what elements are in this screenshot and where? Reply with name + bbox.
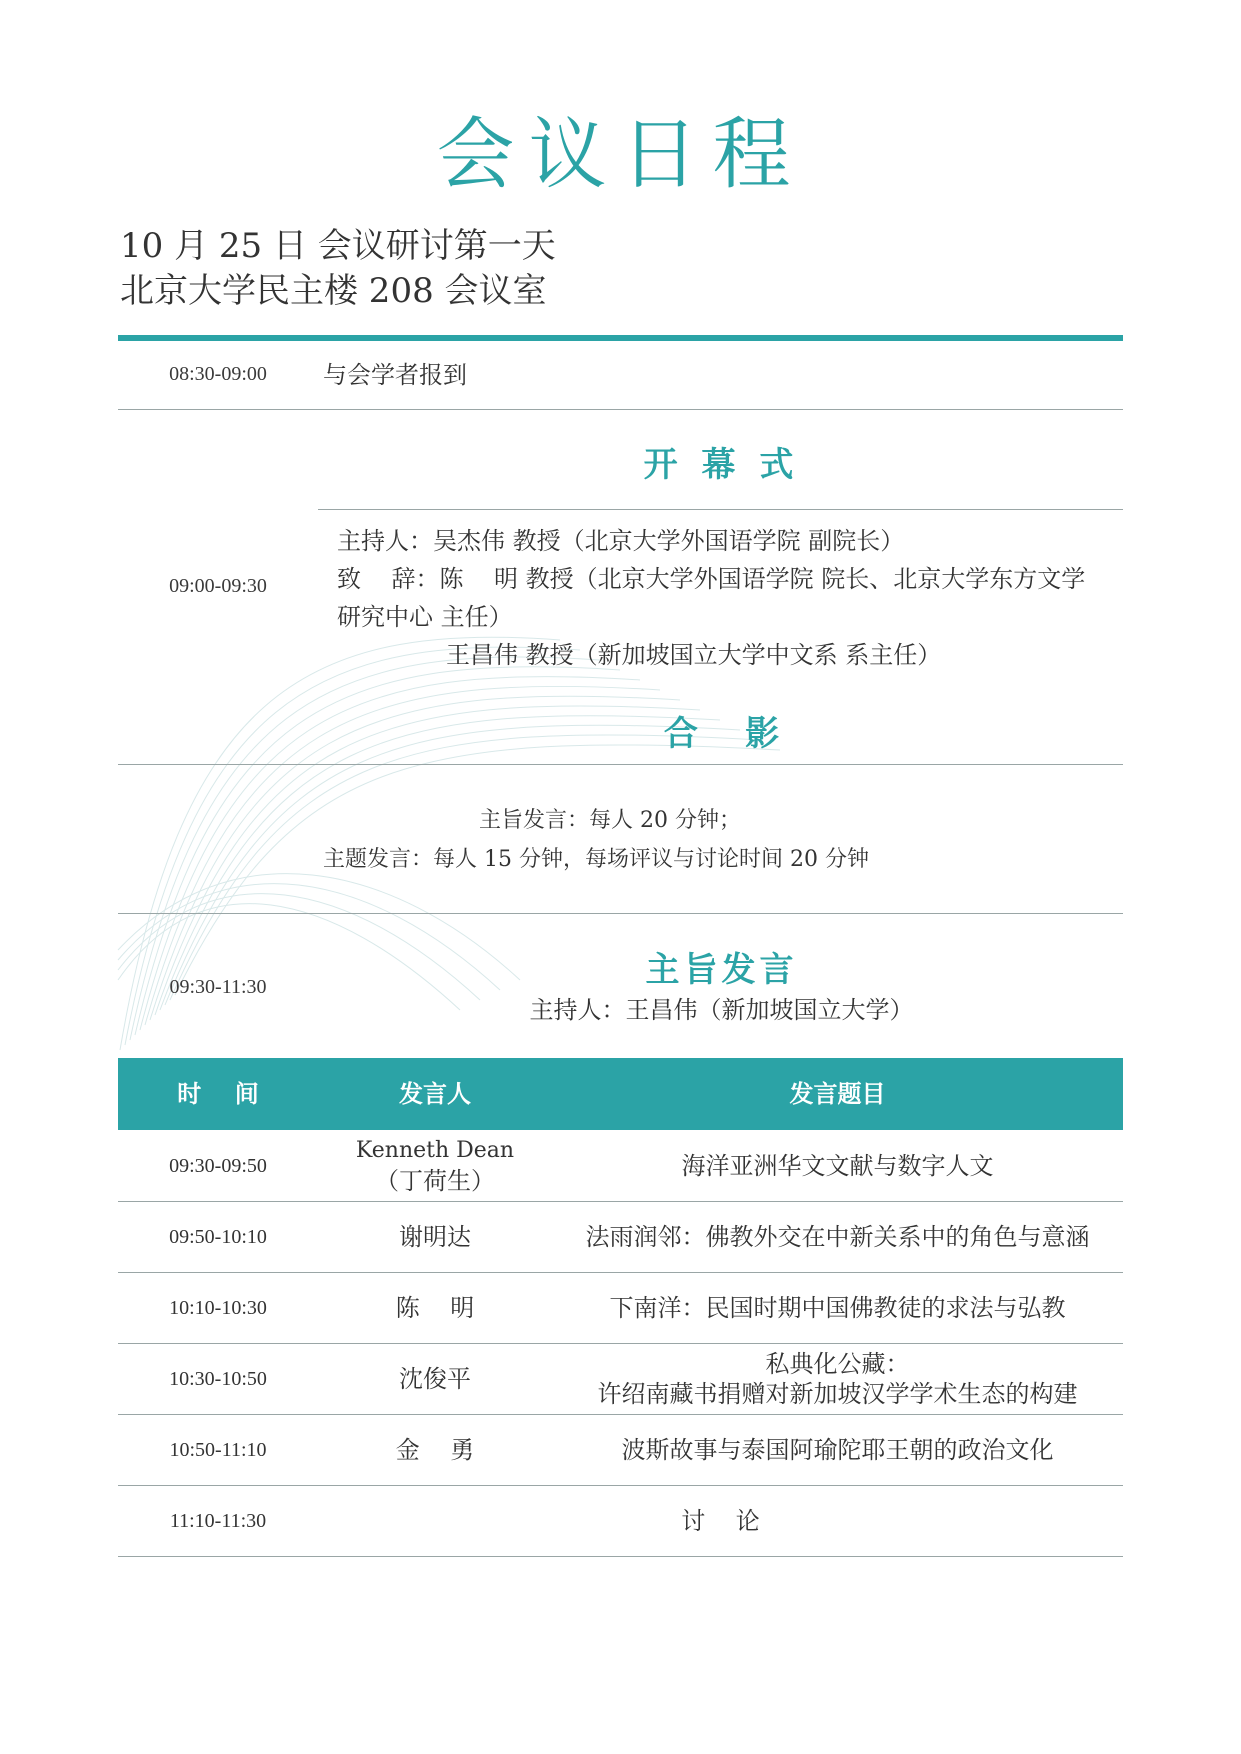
table-row (118, 1131, 1123, 1202)
row-topic-discussion: 讨 论 (681, 1507, 760, 1535)
row-speaker: 金 勇 (395, 1436, 475, 1464)
row-topic (552, 1344, 1123, 1414)
conference-venue: 北京大学民主楼 208 会议室 (120, 271, 547, 311)
row-time: 10:10-10:30 (169, 1297, 267, 1319)
row-time: 09:50-10:10 (169, 1226, 267, 1248)
speaker-chinese-name: （丁荷生） (375, 1167, 495, 1195)
column-header-speaker: 发言人 (399, 1080, 471, 1108)
row-speaker: 沈俊平 (399, 1365, 471, 1393)
opening-divider (318, 509, 1123, 510)
row-topic: 法雨润邻：佛教外交在中新关系中的角色与意涵 (585, 1223, 1090, 1251)
row-divider (118, 1556, 1123, 1557)
row-topic: 海洋亚洲华文文献与数字人文 (681, 1152, 994, 1180)
row-topic: 下南洋：民国时期中国佛教徒的求法与弘教 (609, 1294, 1066, 1322)
keynote-time: 09:30-11:30 (169, 976, 267, 998)
registration-text: 与会学者报到 (323, 361, 467, 389)
note-keynote-duration: 主旨发言：每人 20 分钟； (479, 808, 741, 833)
row-speaker: 陈 明 (395, 1294, 475, 1322)
note-topic-duration: 主题发言：每人 15 分钟，每场评议与讨论时间 20 分钟 (323, 847, 869, 872)
divider (118, 764, 1123, 765)
opening-heading: 开 幕 式 (643, 445, 800, 485)
row-time: 10:50-11:10 (169, 1439, 267, 1461)
column-header-time: 时 间 (177, 1080, 259, 1108)
opening-time: 09:00-09:30 (169, 575, 267, 597)
row-time: 09:30-09:50 (169, 1155, 267, 1177)
registration-time: 08:30-09:00 (169, 363, 267, 385)
header-divider (118, 335, 1123, 341)
divider (118, 913, 1123, 914)
table-row (118, 1344, 1123, 1415)
row-time: 11:10-11:30 (169, 1510, 267, 1532)
conference-day-date: 10 月 25 日 会议研讨第一天 (120, 226, 556, 266)
opening-speech-line1: 致 辞：陈 明 教授（北京大学外国语学院 院长、北京大学东方文学 (337, 565, 1086, 593)
table-row (118, 1273, 1123, 1344)
table-row (118, 1486, 1123, 1557)
row-speaker (318, 1131, 552, 1201)
divider (118, 409, 1123, 410)
keynote-host: 主持人：王昌伟（新加坡国立大学） (529, 996, 914, 1024)
opening-speech-line3: 王昌伟 教授（新加坡国立大学中文系 系主任） (446, 641, 942, 669)
table-row (118, 1202, 1123, 1273)
page-title: 会议日程 (436, 110, 805, 200)
row-speaker: 谢明达 (399, 1223, 471, 1251)
row-topic: 波斯故事与泰国阿瑜陀耶王朝的政治文化 (621, 1436, 1054, 1464)
row-time: 10:30-10:50 (169, 1368, 267, 1390)
column-header-topic: 发言题目 (789, 1080, 886, 1108)
topic-line1: 私典化公藏： (765, 1350, 910, 1378)
topic-line2: 许绍南藏书捐赠对新加坡汉学学术生态的构建 (597, 1380, 1078, 1408)
schedule-table-header (118, 1058, 1123, 1130)
keynote-heading: 主旨发言 (645, 950, 798, 990)
table-row (118, 1415, 1123, 1486)
opening-speech-line2: 研究中心 主任） (337, 603, 513, 631)
speaker-name: Kenneth Dean (355, 1138, 515, 1163)
group-photo-heading: 合 影 (663, 714, 780, 754)
opening-host: 主持人：吴杰伟 教授（北京大学外国语学院 副院长） (337, 527, 905, 555)
